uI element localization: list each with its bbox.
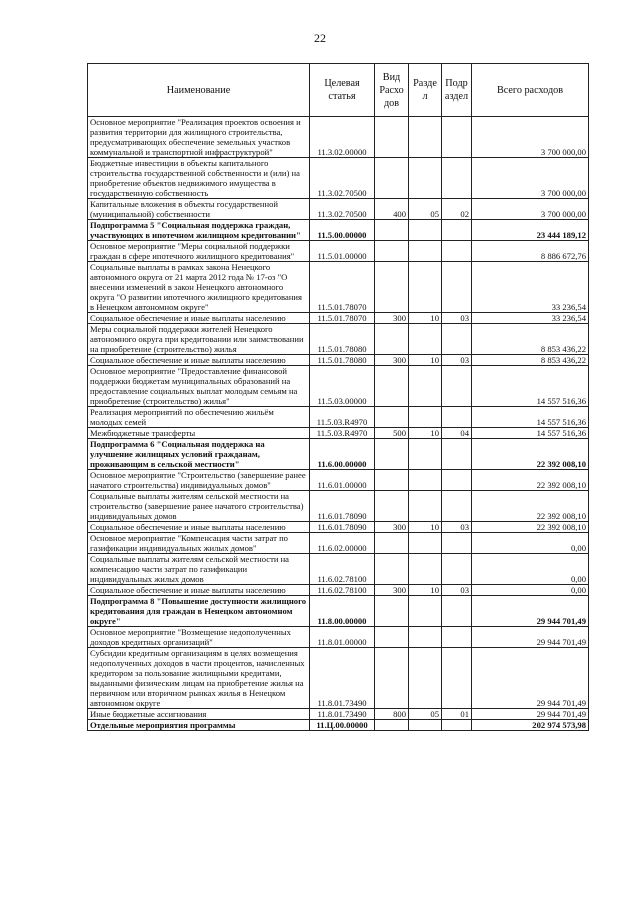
cell-subsection: 03	[442, 522, 472, 533]
cell-section	[409, 262, 442, 313]
cell-subsection	[442, 366, 472, 407]
cell-subsection	[442, 533, 472, 554]
cell-subsection	[442, 470, 472, 491]
table-row	[88, 470, 589, 491]
cell-total: 14 557 516,36	[472, 428, 589, 439]
cell-name: Иные бюджетные ассигнования	[88, 709, 310, 720]
cell-total: 8 886 672,76	[472, 241, 589, 262]
cell-subsection	[442, 596, 472, 627]
cell-expense-type	[375, 533, 409, 554]
cell-section	[409, 596, 442, 627]
cell-target: 11.5.01.00000	[310, 241, 375, 262]
cell-target: 11.5.03.R4970	[310, 428, 375, 439]
table-row	[88, 313, 589, 324]
cell-total: 0,00	[472, 533, 589, 554]
cell-section	[409, 627, 442, 648]
cell-target: 11.8.01.00000	[310, 627, 375, 648]
cell-name: Меры социальной поддержки жителей Ненецкого автономного округа при кредитовании или заимствовании на приобретение (строительство) жилья	[88, 324, 310, 355]
cell-expense-type	[375, 596, 409, 627]
cell-subsection	[442, 720, 472, 731]
cell-total: 3 700 000,00	[472, 158, 589, 199]
table-row	[88, 585, 589, 596]
cell-name: Основное мероприятие "Реализация проектов освоения и развития территории для жилищного строительства, предусматривающих обеспечение земельных участков коммунальной и транспортной инфраструктурой"	[88, 117, 310, 158]
cell-expense-type: 400	[375, 199, 409, 220]
table-row	[88, 428, 589, 439]
cell-target: 11.5.03.00000	[310, 366, 375, 407]
cell-section: 10	[409, 428, 442, 439]
cell-name: Социальное обеспечение и иные выплаты населению	[88, 585, 310, 596]
cell-section	[409, 407, 442, 428]
cell-total: 0,00	[472, 554, 589, 585]
cell-section	[409, 554, 442, 585]
cell-section	[409, 720, 442, 731]
cell-name: Социальное обеспечение и иные выплаты населению	[88, 355, 310, 366]
table-row	[88, 355, 589, 366]
cell-subsection: 03	[442, 313, 472, 324]
cell-name: Субсидии кредитным организациям в целях возмещения недополученных доходов в части процентов, начисленных кредитором за пользование жилищными кредитами, выданными физическим лицам на приобретение жилья на первичном или вторичном рынках жилья в Ненецком автономном округе	[88, 648, 310, 709]
cell-target: 11.Ц.00.00000	[310, 720, 375, 731]
cell-expense-type	[375, 158, 409, 199]
table-row	[88, 533, 589, 554]
cell-section	[409, 470, 442, 491]
cell-total: 202 974 573,98	[472, 720, 589, 731]
cell-name: Основное мероприятие "Строительство (завершение ранее начатого строительства) индивидуальных домов"	[88, 470, 310, 491]
cell-subsection	[442, 262, 472, 313]
cell-subsection	[442, 220, 472, 241]
table-row	[88, 491, 589, 522]
cell-section	[409, 648, 442, 709]
cell-subsection	[442, 627, 472, 648]
cell-name: Бюджетные инвестиции в объекты капитального строительства государственной собственности и (или) на приобретение объектов недвижимого имущества в государственную собственность	[88, 158, 310, 199]
cell-total: 23 444 189,12	[472, 220, 589, 241]
cell-total: 22 392 008,10	[472, 439, 589, 470]
table-row	[88, 366, 589, 407]
cell-expense-type	[375, 554, 409, 585]
cell-name: Социальные выплаты жителям сельской местности на компенсацию части затрат по газификации индивидуальных жилых домов	[88, 554, 310, 585]
header-name: Наименование	[88, 64, 310, 117]
cell-section	[409, 241, 442, 262]
cell-section: 05	[409, 199, 442, 220]
cell-section	[409, 220, 442, 241]
cell-name: Социальное обеспечение и иные выплаты населению	[88, 522, 310, 533]
cell-expense-type	[375, 220, 409, 241]
cell-total: 3 700 000,00	[472, 117, 589, 158]
table-row	[88, 596, 589, 627]
cell-name: Подпрограмма 8 "Повышение доступности жилищного кредитования для граждан в Ненецком автономном округе"	[88, 596, 310, 627]
cell-section	[409, 439, 442, 470]
table-row	[88, 648, 589, 709]
cell-subsection: 04	[442, 428, 472, 439]
cell-target: 11.6.02.00000	[310, 533, 375, 554]
cell-target: 11.6.02.78100	[310, 585, 375, 596]
cell-total: 22 392 008,10	[472, 491, 589, 522]
table-row	[88, 241, 589, 262]
cell-target: 11.5.01.78070	[310, 262, 375, 313]
table-row	[88, 324, 589, 355]
cell-target: 11.5.00.00000	[310, 220, 375, 241]
cell-subsection	[442, 241, 472, 262]
table-row	[88, 220, 589, 241]
cell-name: Основное мероприятие "Меры социальной поддержки граждан в сфере ипотечного жилищного кредитования"	[88, 241, 310, 262]
cell-subsection	[442, 407, 472, 428]
cell-expense-type: 300	[375, 355, 409, 366]
cell-section: 10	[409, 585, 442, 596]
cell-subsection	[442, 117, 472, 158]
table-row	[88, 117, 589, 158]
cell-total: 3 700 000,00	[472, 199, 589, 220]
cell-section: 10	[409, 355, 442, 366]
cell-total: 29 944 701,49	[472, 648, 589, 709]
table-header-row	[88, 64, 589, 117]
cell-subsection: 02	[442, 199, 472, 220]
table-row	[88, 720, 589, 731]
cell-subsection	[442, 648, 472, 709]
table-row	[88, 262, 589, 313]
cell-total: 29 944 701,49	[472, 596, 589, 627]
cell-total: 14 557 516,36	[472, 366, 589, 407]
cell-section	[409, 117, 442, 158]
cell-total: 22 392 008,10	[472, 522, 589, 533]
cell-expense-type	[375, 470, 409, 491]
cell-subsection	[442, 439, 472, 470]
cell-subsection: 03	[442, 585, 472, 596]
cell-expense-type	[375, 627, 409, 648]
cell-expense-type: 300	[375, 585, 409, 596]
header-section: Разде л	[409, 64, 442, 117]
page-number: 22	[314, 31, 326, 45]
cell-expense-type	[375, 366, 409, 407]
budget-table	[87, 63, 589, 731]
cell-expense-type	[375, 407, 409, 428]
cell-total: 14 557 516,36	[472, 407, 589, 428]
cell-target: 11.6.01.78090	[310, 522, 375, 533]
cell-expense-type	[375, 241, 409, 262]
cell-expense-type: 800	[375, 709, 409, 720]
header-total: Всего расходов	[472, 64, 589, 117]
cell-target: 11.3.02.70500	[310, 199, 375, 220]
cell-expense-type	[375, 648, 409, 709]
cell-expense-type	[375, 324, 409, 355]
table-row	[88, 407, 589, 428]
cell-name: Отдельные мероприятия программы	[88, 720, 310, 731]
header-target: Целевая статья	[310, 64, 375, 117]
cell-target: 11.8.01.73490	[310, 709, 375, 720]
cell-target: 11.8.01.73490	[310, 648, 375, 709]
cell-target: 11.6.01.00000	[310, 470, 375, 491]
cell-name: Социальные выплаты в рамках закона Ненецкого автономного округа от 21 марта 2012 года № 17-оз "О внесении изменений в закон Ненецкого автономного округа "О развитии ипотечного жилищного кредитования в Ненецком автономном округе"	[88, 262, 310, 313]
cell-target: 11.5.03.R4970	[310, 407, 375, 428]
cell-expense-type: 300	[375, 522, 409, 533]
cell-subsection	[442, 324, 472, 355]
cell-total: 0,00	[472, 585, 589, 596]
cell-subsection: 01	[442, 709, 472, 720]
cell-section	[409, 491, 442, 522]
table-row	[88, 158, 589, 199]
table-row	[88, 709, 589, 720]
cell-expense-type	[375, 491, 409, 522]
cell-target: 11.5.01.78080	[310, 355, 375, 366]
cell-target: 11.3.02.00000	[310, 117, 375, 158]
cell-expense-type: 500	[375, 428, 409, 439]
cell-total: 22 392 008,10	[472, 470, 589, 491]
cell-target: 11.3.02.70500	[310, 158, 375, 199]
cell-expense-type	[375, 720, 409, 731]
cell-subsection	[442, 554, 472, 585]
cell-name: Основное мероприятие "Компенсация части затрат по газификации индивидуальных жилых домов"	[88, 533, 310, 554]
cell-target: 11.8.00.00000	[310, 596, 375, 627]
cell-target: 11.5.01.78070	[310, 313, 375, 324]
cell-total: 29 944 701,49	[472, 627, 589, 648]
cell-subsection: 03	[442, 355, 472, 366]
table-row	[88, 627, 589, 648]
cell-section	[409, 324, 442, 355]
cell-name: Подпрограмма 5 "Социальная поддержка граждан, участвующих в ипотечном жилищном кредитовании"	[88, 220, 310, 241]
cell-name: Реализация мероприятий по обеспечению жильём молодых семей	[88, 407, 310, 428]
cell-target: 11.6.00.00000	[310, 439, 375, 470]
cell-expense-type	[375, 117, 409, 158]
cell-target: 11.5.01.78080	[310, 324, 375, 355]
table-row	[88, 522, 589, 533]
cell-subsection	[442, 158, 472, 199]
cell-section	[409, 158, 442, 199]
cell-section: 10	[409, 522, 442, 533]
table-row	[88, 554, 589, 585]
cell-section: 05	[409, 709, 442, 720]
cell-total: 29 944 701,49	[472, 709, 589, 720]
cell-name: Капитальные вложения в объекты государственной (муниципальной) собственности	[88, 199, 310, 220]
cell-total: 33 236,54	[472, 262, 589, 313]
header-expense-type: Вид Расхо дов	[375, 64, 409, 117]
cell-total: 8 853 436,22	[472, 324, 589, 355]
cell-expense-type: 300	[375, 313, 409, 324]
cell-total: 8 853 436,22	[472, 355, 589, 366]
cell-name: Социальные выплаты жителям сельской местности на строительство (завершение ранее начатого строительства) индивидуальных домов	[88, 491, 310, 522]
cell-name: Подпрограмма 6 "Социальная поддержка на улучшение жилищных условий гражданам, проживающим в сельской местности"	[88, 439, 310, 470]
table-row	[88, 199, 589, 220]
cell-expense-type	[375, 262, 409, 313]
cell-target: 11.6.01.78090	[310, 491, 375, 522]
cell-total: 33 236,54	[472, 313, 589, 324]
cell-name: Основное мероприятие "Предоставление финансовой поддержки бюджетам муниципальных образований на предоставление социальных выплат молодым семьям на приобретение (строительство) жилья"	[88, 366, 310, 407]
cell-subsection	[442, 491, 472, 522]
cell-section	[409, 533, 442, 554]
table-row	[88, 439, 589, 470]
cell-section	[409, 366, 442, 407]
cell-name: Социальное обеспечение и иные выплаты населению	[88, 313, 310, 324]
cell-name: Межбюджетные трансферты	[88, 428, 310, 439]
cell-expense-type	[375, 439, 409, 470]
cell-name: Основное мероприятие "Возмещение недополученных доходов кредитных организаций"	[88, 627, 310, 648]
cell-target: 11.6.02.78100	[310, 554, 375, 585]
header-subsection: Подр аздел	[442, 64, 472, 117]
cell-section: 10	[409, 313, 442, 324]
